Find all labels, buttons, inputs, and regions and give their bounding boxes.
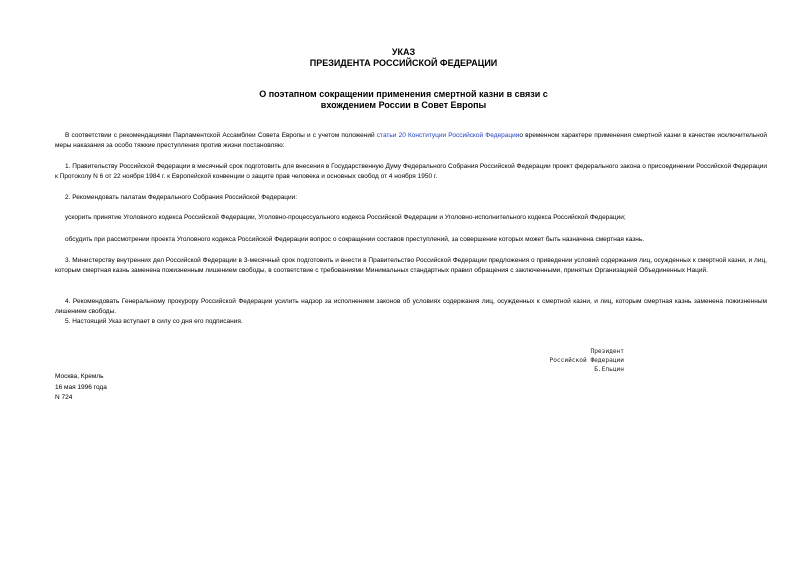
constitution-article-link[interactable]: статьи 20 Конституции Российской Федерации [376,132,520,139]
preamble-text-after: о временном характере применения смертной казни в качестве исключительной меры наказания за особо тяжкие преступления против жизни постановляю: [55,132,767,149]
signing-place: Москва, Кремль [55,373,104,380]
item-3-paragraph: 3. Министерству внутренних дел Российской Федерации в 3-месячный срок подготовить и внести в Правительство Российской Федерации предложения о приведении условий содержания лиц, осужденных к смертной казни, и лиц, которым смертная казнь заменена пожизненным лишением свободы, в соответствие с требованиями Минимальных стандартных правил обращения с заключенными, принятых Организацией Объединенных Наций. [55,257,767,274]
item-2b-paragraph: обсудить при рассмотрении проекта Уголовного кодекса Российской Федерации вопрос о сокращении составов преступлений, за совершение которых может быть назначена смертная казнь. [65,236,645,243]
preamble-paragraph [55,131,767,151]
preamble-text-before: В соответствии с рекомендациями Парламентской Ассамблеи Совета Европы и с учетом положений [65,132,377,139]
signature-name: Б.Ельцин [594,366,624,373]
item-2-paragraph: 2. Рекомендовать палатам Федерального Собрания Российской Федерации: [65,194,298,201]
signature-country: Российской Федерации [549,357,624,364]
issuer-heading: ПРЕЗИДЕНТА РОССИЙСКОЙ ФЕДЕРАЦИИ [309,58,498,68]
signature-block [549,347,624,374]
decree-title-line2: вхождением России в Совет Европы [320,100,487,110]
item-4-paragraph: 4. Рекомендовать Генеральному прокурору Российской Федерации усилить надзор за исполнением законов об условиях содержания лиц, осужденных к смертной казни, и лиц, которым смертная казнь заменена пожизненным лишением свободы. [55,298,767,315]
item-2a-paragraph: ускорить принятие Уголовного кодекса Российской Федерации, Уголовно-процессуального кодекса Российской Федерации и Уголовно-исполнительного кодекса Российской Федерации; [65,214,626,221]
place-date-block [55,372,107,404]
item-5-paragraph: 5. Настоящий Указ вступает в силу со дня его подписания. [65,318,243,325]
decree-title-line1: О поэтапном сокращении применения смертной казни в связи с [259,89,548,99]
item-1-paragraph: 1. Правительству Российской Федерации в месячный срок подготовить для внесения в Государственную Думу Федерального Собрания Российской Федерации проект федерального закона о присоединении Российской Федерации к Протоколу N 6 от 22 ноября 1984 г. к Европейской конвенции о защите прав человека и основных свобод от 4 ноября 1950 г. [55,163,767,180]
decree-number: N 724 [55,394,73,401]
decree-heading: УКАЗ [391,47,416,57]
signing-date: 16 мая 1996 года [55,383,107,391]
signature-title: Президент [590,348,624,355]
